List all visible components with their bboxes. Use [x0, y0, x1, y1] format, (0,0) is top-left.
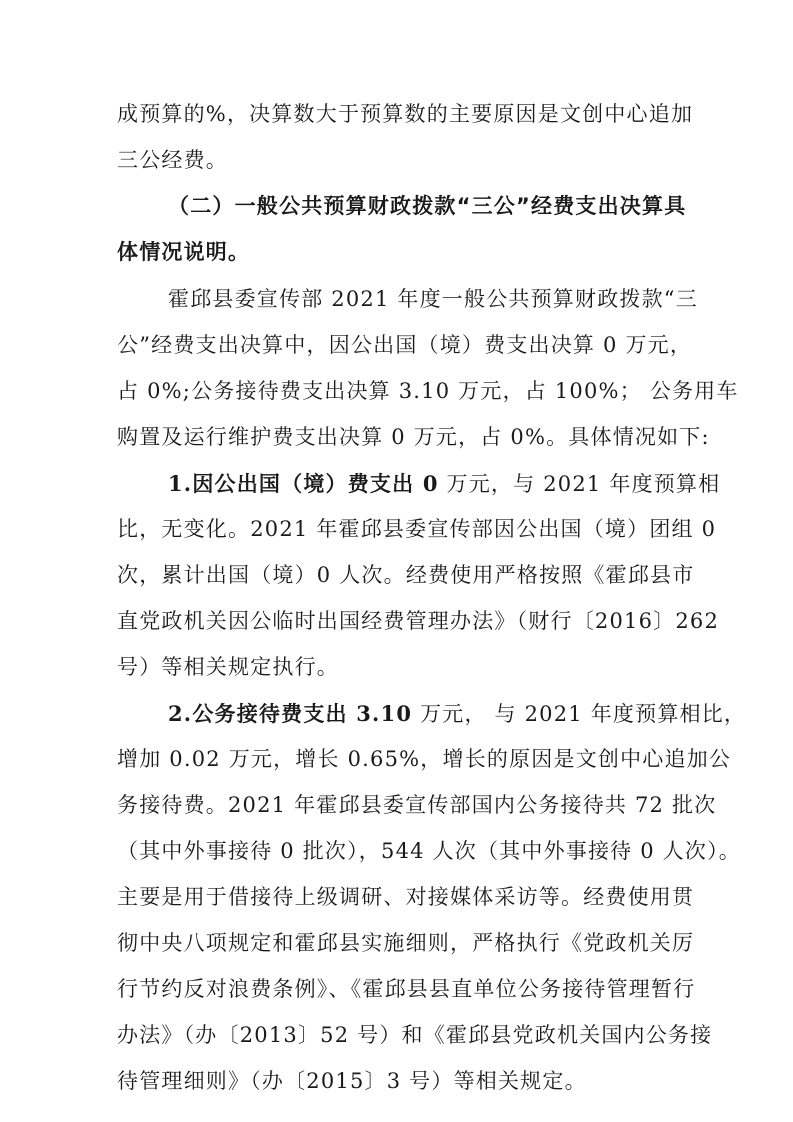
paragraph-line: （其中外事接待 0 批次），544 人次（其中外事接待 0 人次）。 — [117, 839, 741, 863]
section-heading: 体情况说明。 — [117, 240, 251, 264]
paragraph-line: 成预算的%，决算数大于预算数的主要原因是文创中心追加 — [117, 102, 694, 126]
subsection-title: 2.公务接待费支出 3.10 — [168, 701, 413, 726]
paragraph-line: 公”经费支出决算中，因公出国（境）费支出决算 0 万元， — [117, 333, 693, 357]
paragraph-line: 号）等相关规定执行。 — [117, 655, 339, 679]
paragraph-line: 办法》（办〔2013〕52 号）和《霍邱县党政机关国内公务接 — [117, 1023, 713, 1047]
paragraph-line: 次，累计出国（境）0 人次。经费使用严格按照《霍邱县市 — [117, 563, 695, 587]
paragraph-line: 霍邱县委宣传部 2021 年度一般公共预算财政拨款“三 — [168, 287, 698, 311]
paragraph-line: 待管理细则》（办〔2015〕3 号）等相关规定。 — [117, 1069, 587, 1093]
subsection-title: 1.因公出国（境）费支出 0 — [168, 471, 439, 496]
paragraph-line: 增加 0.02 万元，增长 0.65%，增长的原因是文创中心追加公 — [117, 747, 732, 771]
paragraph-line: 务接待费。2021 年霍邱县委宣传部国内公务接待共 72 批次 — [117, 793, 717, 817]
subsection-text: 万元， 与 2021 年度预算相比， — [412, 702, 747, 726]
subsection-line — [168, 473, 720, 495]
subsection-line — [168, 703, 746, 725]
paragraph-line: 行节约反对浪费条例》、《霍邱县县直单位公务接待管理暂行 — [117, 977, 696, 1001]
paragraph-line: 直党政机关因公临时出国经费管理办法》（财行〔2016〕262 — [117, 609, 720, 633]
paragraph-line: 购置及运行维护费支出决算 0 万元，占 0%。具体情况如下: — [117, 425, 710, 449]
paragraph-line: 彻中央八项规定和霍邱县实施细则，严格执行《党政机关厉 — [117, 931, 695, 955]
paragraph-line: 占 0%;公务接待费支出决算 3.10 万元，占 100%； 公务用车 — [117, 379, 739, 403]
paragraph-line: 比，无变化。2021 年霍邱县委宣传部因公出国（境）团组 0 — [117, 517, 717, 541]
paragraph-line: 主要是用于借接待上级调研、对接媒体采访等。经费使用贯 — [117, 885, 695, 909]
paragraph-line: 三公经费。 — [117, 148, 228, 172]
section-heading: （二）一般公共预算财政拨款“三公”经费支出决算具 — [168, 194, 687, 218]
subsection-text: 万元，与 2021 年度预算相 — [438, 472, 721, 496]
